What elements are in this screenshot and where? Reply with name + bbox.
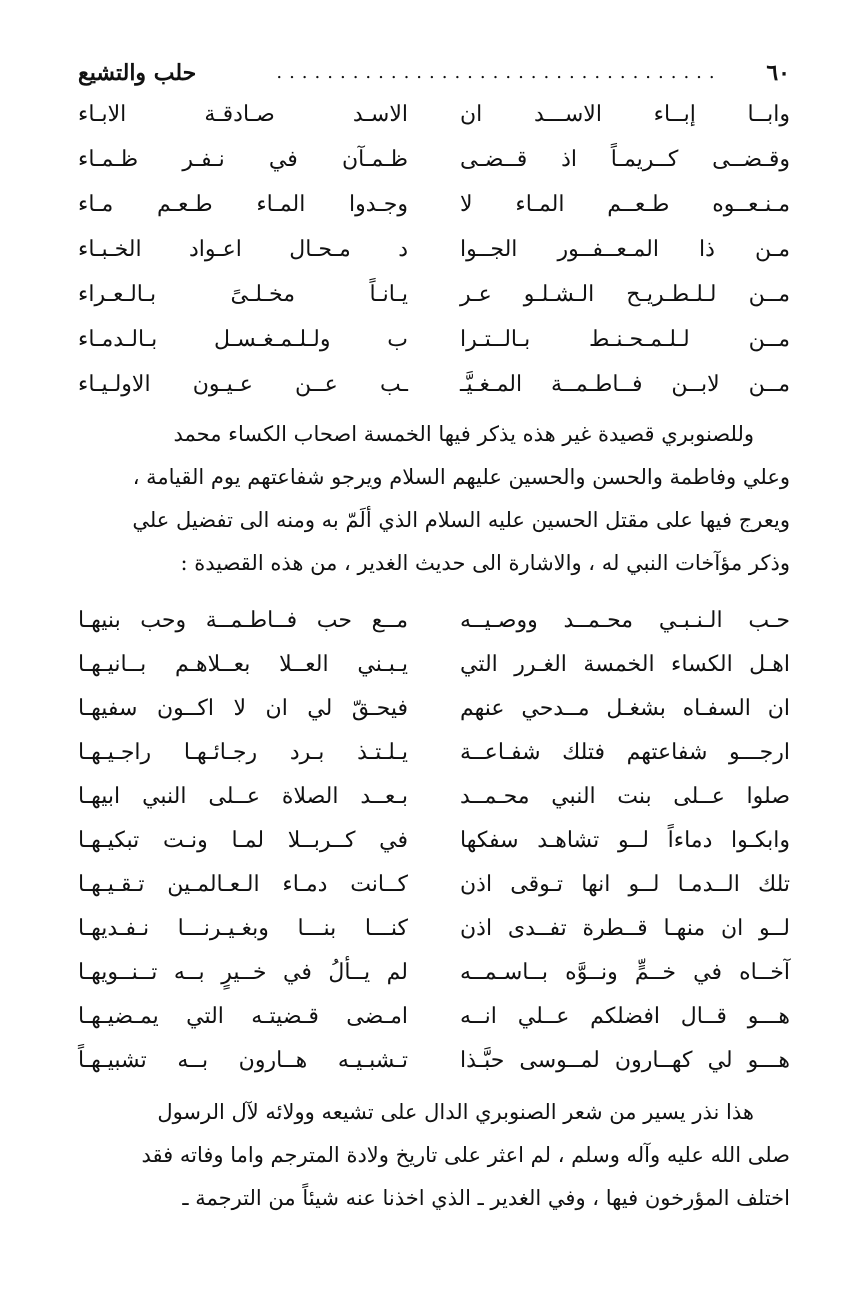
verse-first-hemistich: لــو ان منهـا قــطرة تفــدى اذن bbox=[460, 916, 790, 941]
verse-second-hemistich: د مـحـال اعـواد الخـبـاء bbox=[78, 237, 408, 262]
verse-first-hemistich: اهـل الكساء الخمسة الغـرر التي bbox=[460, 652, 790, 677]
verse-first-hemistich: حـب الـنـبـي محـمــد ووصـيــه bbox=[460, 608, 790, 633]
verse-second-hemistich: يـلـتـذ بـرد رجـائـهـا راجـيـهـا bbox=[78, 740, 408, 765]
verse-second-hemistich: ب ولـلـمـغـسـل بـالـدمـاء bbox=[78, 327, 408, 352]
verse-second-hemistich: بـعــد الصلاة عــلى النبي ابيهـا bbox=[78, 784, 408, 809]
verse-line bbox=[78, 362, 790, 407]
verse-line bbox=[78, 819, 790, 863]
verse-first-hemistich: مــن لـلـمـحـنـط بـالــتـرا bbox=[460, 327, 790, 352]
page-header bbox=[78, 58, 790, 92]
verse-second-hemistich: الاسـد صـادقـة الابـاء bbox=[78, 102, 408, 127]
verse-second-hemistich: ظـمـآن في نـفـر ظـمـاء bbox=[78, 147, 408, 172]
verse-second-hemistich: في كــربــلا لمـا ونـت تبكيـهـا bbox=[78, 828, 408, 853]
verse-second-hemistich: مــع حب فــاطـمــة وحب بنيهـا bbox=[78, 608, 408, 633]
verse-first-hemistich: ان السفـاه بشغـل مــدحي عنهم bbox=[460, 696, 790, 721]
paragraph-line: وللصنوبري قصيدة غير هذه يذكر فيها الخمسة اصحاب الكساء محمد bbox=[173, 422, 754, 446]
verse-line bbox=[78, 137, 790, 182]
verse-line bbox=[78, 599, 790, 643]
running-title: حلب والتشيع bbox=[78, 60, 197, 86]
verse-line bbox=[78, 227, 790, 272]
book-page bbox=[78, 58, 790, 1220]
verse-line bbox=[78, 1039, 790, 1083]
verse-first-hemistich: مــن لـلـطـريـح الـشـلـو عـر bbox=[460, 282, 790, 307]
paragraph-line: صلى الله عليه وآله وسلم ، لم اعثر على تاريخ ولادة المترجم واما وفاته فقد bbox=[141, 1143, 790, 1167]
poem-1 bbox=[78, 92, 790, 407]
verse-line bbox=[78, 731, 790, 775]
verse-line bbox=[78, 907, 790, 951]
verse-second-hemistich: كــانت دمـاء الـعـالمـين تـقـيـهـا bbox=[78, 872, 408, 897]
paragraph-line: اختلف المؤرخون فيها ، وفي الغدير ـ الذي اخذنا عنه شيئاً من الترجمة ـ bbox=[182, 1186, 790, 1210]
page-number: ٦٠ bbox=[766, 60, 790, 86]
prose-paragraph-2 bbox=[78, 1091, 790, 1220]
verse-line bbox=[78, 863, 790, 907]
verse-first-hemistich: وقـضــى كــريمـاً اذ قــضـى bbox=[460, 147, 790, 172]
verse-first-hemistich: وابــا إبــاء الاســـد ان bbox=[460, 102, 790, 127]
prose-paragraph-1 bbox=[78, 413, 790, 585]
paragraph-line: وذكر مؤآخات النبي له ، والاشارة الى حديث الغدير ، من هذه القصيدة : bbox=[180, 551, 790, 575]
verse-line bbox=[78, 272, 790, 317]
paragraph-line: ويعرج فيها على مقتل الحسين عليه السلام الذي ألَمّ به ومنه الى تفضيل علي bbox=[132, 508, 790, 532]
verse-second-hemistich: فيحـقّ لي ان لا اكــون سفيهـا bbox=[78, 696, 408, 721]
verse-line bbox=[78, 951, 790, 995]
verse-line bbox=[78, 317, 790, 362]
paragraph-line: هذا نذر يسير من شعر الصنوبري الدال على تشيعه وولائه لآل الرسول bbox=[157, 1100, 754, 1124]
verse-line bbox=[78, 775, 790, 819]
verse-first-hemistich: وابكـوا دماءاً لــو تشاهـد سفكها bbox=[460, 828, 790, 853]
verse-first-hemistich: صلوا عــلى بنت النبي محـمــد bbox=[460, 784, 790, 809]
verse-line bbox=[78, 687, 790, 731]
verse-second-hemistich: لم يــألُ في خــيرٍ بــه تــنــويهـا bbox=[78, 960, 408, 985]
verse-second-hemistich: يـانـاً مخـلـىً بـالـعـراء bbox=[78, 282, 408, 307]
verse-second-hemistich: وجـدوا المـاء طـعـم مـاء bbox=[78, 192, 408, 217]
verse-second-hemistich: تـشبـيـه هــارون بــه تشبيـهـاً bbox=[78, 1048, 408, 1073]
header-dot-leader: ................................... bbox=[276, 62, 722, 83]
paragraph-line: وعلي وفاطمة والحسن والحسين عليهم السلام ويرجو شفاعتهم يوم القيامة ، bbox=[132, 465, 790, 489]
verse-second-hemistich: يـبـني العــلا بعــلاهـم بــانيـهـا bbox=[78, 652, 408, 677]
verse-line bbox=[78, 643, 790, 687]
verse-line bbox=[78, 182, 790, 227]
verse-second-hemistich: كنـــا بنـــا وبغـيـرنـــا نـفـديهـا bbox=[78, 916, 408, 941]
verse-first-hemistich: تلك الــدمـا لــو انها تـوقى اذن bbox=[460, 872, 790, 897]
verse-first-hemistich: هـــو قــال افضلكم عــلي انــه bbox=[460, 1004, 790, 1029]
verse-second-hemistich: ـب عــن عـيـون الاولـيـاء bbox=[78, 372, 408, 397]
verse-second-hemistich: امـضى قـضيتـه التي يمـضيـهـا bbox=[78, 1004, 408, 1029]
verse-first-hemistich: مـنـعــوه طـعــم المـاء لا bbox=[460, 192, 790, 217]
verse-first-hemistich: مــن لابــن فــاطـمــة المـغـيَّـ bbox=[460, 372, 790, 397]
verse-first-hemistich: هـــو لي كهــارون لمــوسى حبَّـذا bbox=[460, 1048, 790, 1073]
verse-line bbox=[78, 92, 790, 137]
verse-first-hemistich: مـن ذا المـعــفــور الجــوا bbox=[460, 237, 790, 262]
verse-line bbox=[78, 995, 790, 1039]
verse-first-hemistich: آخــاه في خــمٍّ ونــوَّه بــاسـمــه bbox=[460, 960, 790, 985]
poem-2 bbox=[78, 599, 790, 1083]
verse-first-hemistich: ارجـــو شفاعتهم فتلك شفـاعــة bbox=[460, 740, 790, 765]
